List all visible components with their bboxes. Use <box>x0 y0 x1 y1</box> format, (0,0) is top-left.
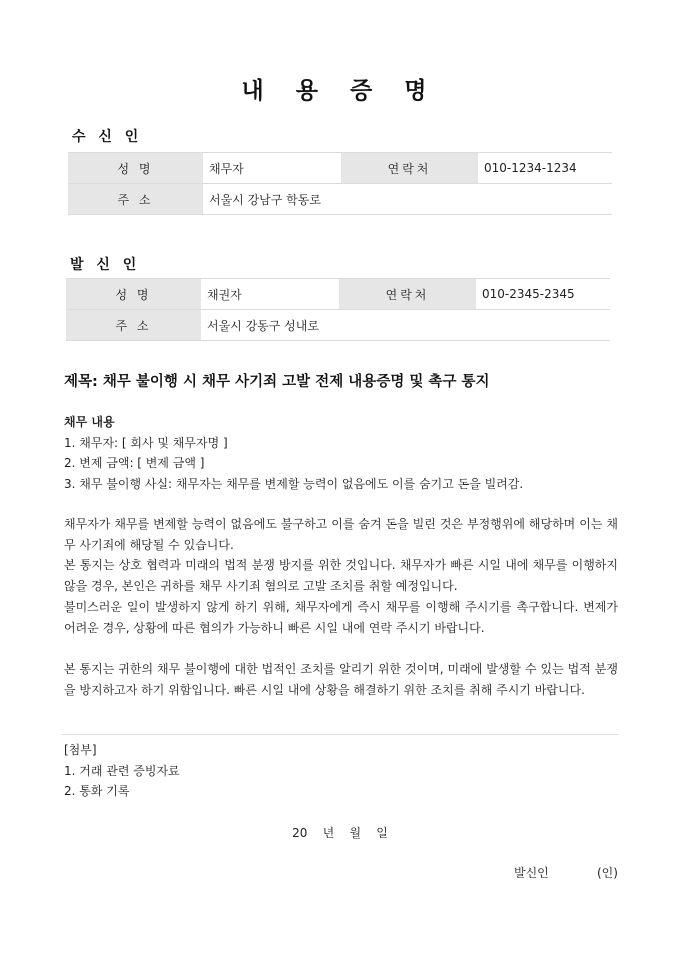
document-title: 내 용 증 명 <box>241 78 439 104</box>
paragraph: 채무자가 채무를 변제할 능력이 없음에도 불구하고 이를 숨겨 돈을 빌린 것은 부정행위에 해당하며 이는 채무 사기죄에 해당될 수 있습니다. <box>64 517 618 552</box>
debt-details <box>64 412 618 495</box>
recipient-name: 채무자 <box>203 153 341 184</box>
date-line: 20 년 월 일 <box>292 826 388 840</box>
debt-heading: 채무 내용 <box>64 415 115 429</box>
attachments <box>64 740 618 802</box>
sender-address-label: 주 소 <box>66 310 201 341</box>
paragraph: 본 통지는 귀한의 채무 불이행에 대한 법적인 조치를 알리기 위한 것이며, 미래에 발생할 수 있는 법적 분쟁을 방지하고자 하기 위함입니다. 빠른 시일 내에 상황을 해결하기 위한 조치를 취해 주시기 바랍니다. <box>64 661 618 697</box>
debt-item: 1. 채무자: [ 회사 및 채무자명 ] <box>64 435 228 450</box>
sender-heading: 발 신 인 <box>70 257 141 273</box>
debt-item: 3. 채무 불이행 사실: 채무자는 채무를 변제할 능력이 없음에도 이를 숨기고 돈을 빌려감. <box>64 477 524 492</box>
sender-contact-label: 연락처 <box>339 279 476 310</box>
debt-item: 2. 변제 금액: [ 변제 금액 ] <box>64 456 205 471</box>
attachment-item: 2. 통화 기록 <box>64 784 130 799</box>
recipient-contact: 010-1234-1234 <box>478 153 612 184</box>
sender-name-label: 성 명 <box>66 279 201 310</box>
divider <box>62 734 618 735</box>
sender-contact: 010-2345-2345 <box>476 279 610 310</box>
paragraph: 불미스러운 일이 발생하지 않게 하기 위해, 채무자에게 즉시 채무를 이행해 주시기를 촉구합니다. 변제가 어려운 경우, 상황에 따른 협의가 가능하니 빠른 시일 내에 연락 주시기 바랍니다. <box>64 599 618 635</box>
subject: 제목: 채무 불이행 시 채무 사기죄 고발 전제 내용증명 및 촉구 통지 <box>64 374 490 390</box>
signature-label: 발신인 <box>514 866 549 880</box>
sender-address: 서울시 강동구 성내로 <box>201 310 610 341</box>
recipient-table <box>68 152 612 215</box>
sender-name: 채권자 <box>201 279 339 310</box>
recipient-contact-label: 연락처 <box>341 153 478 184</box>
recipient-address: 서울시 강남구 학동로 <box>203 184 612 215</box>
paragraph: 본 통지는 상호 협력과 미래의 법적 분쟁 방지를 위한 것입니다. 채무자가 빠른 시일 내에 채무를 이행하지 않을 경우, 본인은 귀하를 채무 사기죄 혐의로 고발 조치를 취할 예정입니다. <box>64 558 618 594</box>
notice-body <box>64 514 618 700</box>
sender-table <box>66 278 610 341</box>
attachments-heading: [첨부] <box>64 743 97 757</box>
recipient-heading: 수 신 인 <box>72 129 143 145</box>
seal-mark: (인) <box>597 866 618 880</box>
recipient-address-label: 주 소 <box>68 184 203 215</box>
recipient-name-label: 성 명 <box>68 153 203 184</box>
attachment-item: 1. 거래 관련 증빙자료 <box>64 763 180 778</box>
